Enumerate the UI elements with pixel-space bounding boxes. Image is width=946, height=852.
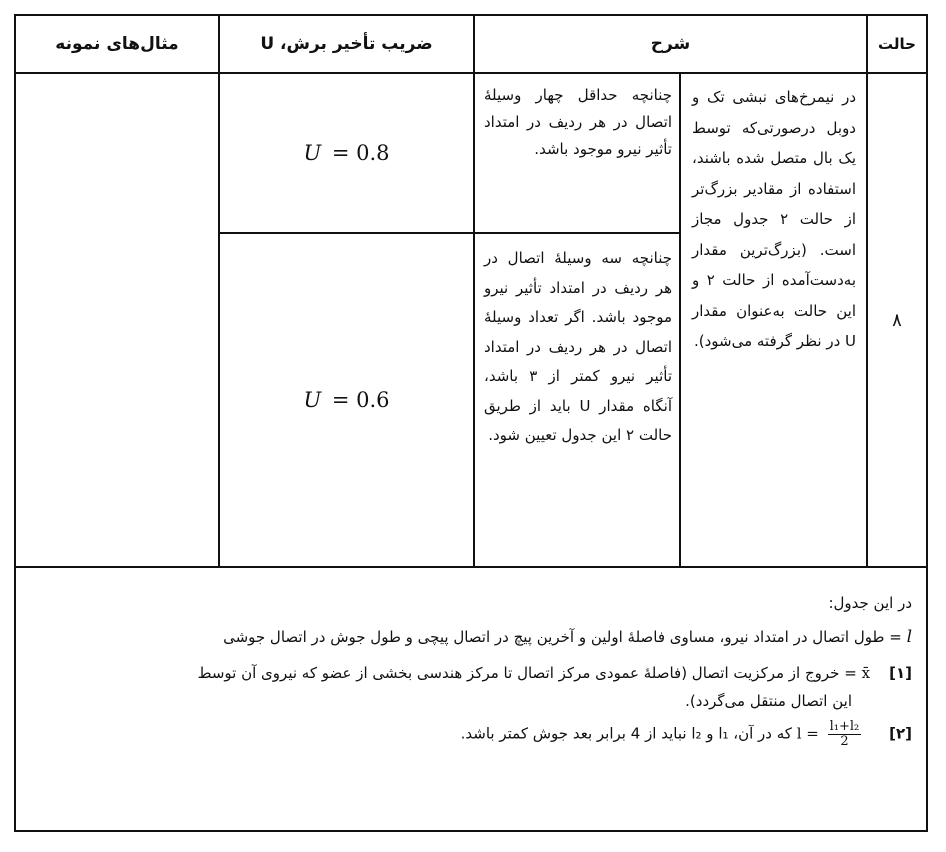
formula-denominator: 2 <box>840 734 849 749</box>
u-number: 0.8 <box>356 141 390 165</box>
sub-condition-1: چنانچه حداقل چهار وسیلهٔ اتصال در هر ردیف در امتداد تأثیر نیرو موجود باشد. <box>484 86 672 158</box>
sub-condition-2: چنانچه سه وسیلهٔ اتصال در هر ردیف در امتداد تأثیر نیرو موجود باشد. اگر تعداد وسیلهٔ اتصال در هر ردیف در امتداد تأثیر نیرو کمتر از ۳ باشد، آنگاه مقدار U باید از طریق حالت ۲ این جدول تعیین شود. <box>484 249 672 444</box>
table-frame <box>14 14 928 832</box>
col-divider <box>679 72 681 566</box>
case-number: ۸ <box>892 309 902 331</box>
u-symbol: U <box>303 141 322 165</box>
table-notes <box>30 586 912 826</box>
header-examples: مثال‌های نمونه <box>55 34 179 54</box>
u-number: 0.6 <box>356 388 390 412</box>
row-divider <box>16 566 926 568</box>
u-value-2: U = 0.6 <box>303 388 390 412</box>
note-xbar-continuation: این اتصال منتقل می‌گردد). <box>685 692 852 710</box>
formula-fraction <box>828 720 862 749</box>
ref-1: [۱] <box>889 664 912 682</box>
header-shear-lag: ضریب تأخیر برش، U <box>260 34 433 54</box>
xbar-definition: = خروج از مرکزیت اتصال (فاصلهٔ عمودی مرکز اتصال تا مرکز هندسی بخشی از عضو که نیروی آن توسط <box>197 664 857 682</box>
note-xbar-definition <box>198 662 912 684</box>
formula-numerator: l₁+l₂ <box>829 719 860 734</box>
formula <box>797 720 866 749</box>
u-value-1: U = 0.8 <box>303 141 390 165</box>
formula-condition: که در آن، l₁ و l₂ نباید از 4 برابر بعد جوش کمتر باشد. <box>460 724 792 743</box>
formula-lhs: l = <box>796 724 819 743</box>
note-formula <box>461 720 912 749</box>
condition-text: در نیمرخ‌های نبشی تک و دوبل درصورتی‌که توسط یک بال متصل شده باشند، استفاده از مقادیر بزرگ‌تر از حالت ۲ جدول مجاز است. (بزرگ‌ترین مقدار به‌دست‌آمده از حالت ۲ و این حالت به‌عنوان مقدار U در نظر گرفته می‌شود). <box>692 88 857 350</box>
xbar-symbol: x̄ <box>861 664 871 682</box>
u-symbol: U <box>303 388 322 412</box>
col-divider <box>473 16 475 566</box>
header-description: شرح <box>650 34 691 54</box>
notes-intro: در این جدول: <box>828 594 912 612</box>
l-definition: = طول اتصال در امتداد نیرو، مساوی فاصلهٔ اولین و آخرین پیچ در اتصال پیچی و طول جوش در اتصال جوشی <box>223 628 902 646</box>
header-case: حالت <box>878 35 916 53</box>
l-symbol: l <box>906 627 912 647</box>
note-l-definition <box>223 626 912 648</box>
ref-2: [۲] <box>889 724 912 743</box>
